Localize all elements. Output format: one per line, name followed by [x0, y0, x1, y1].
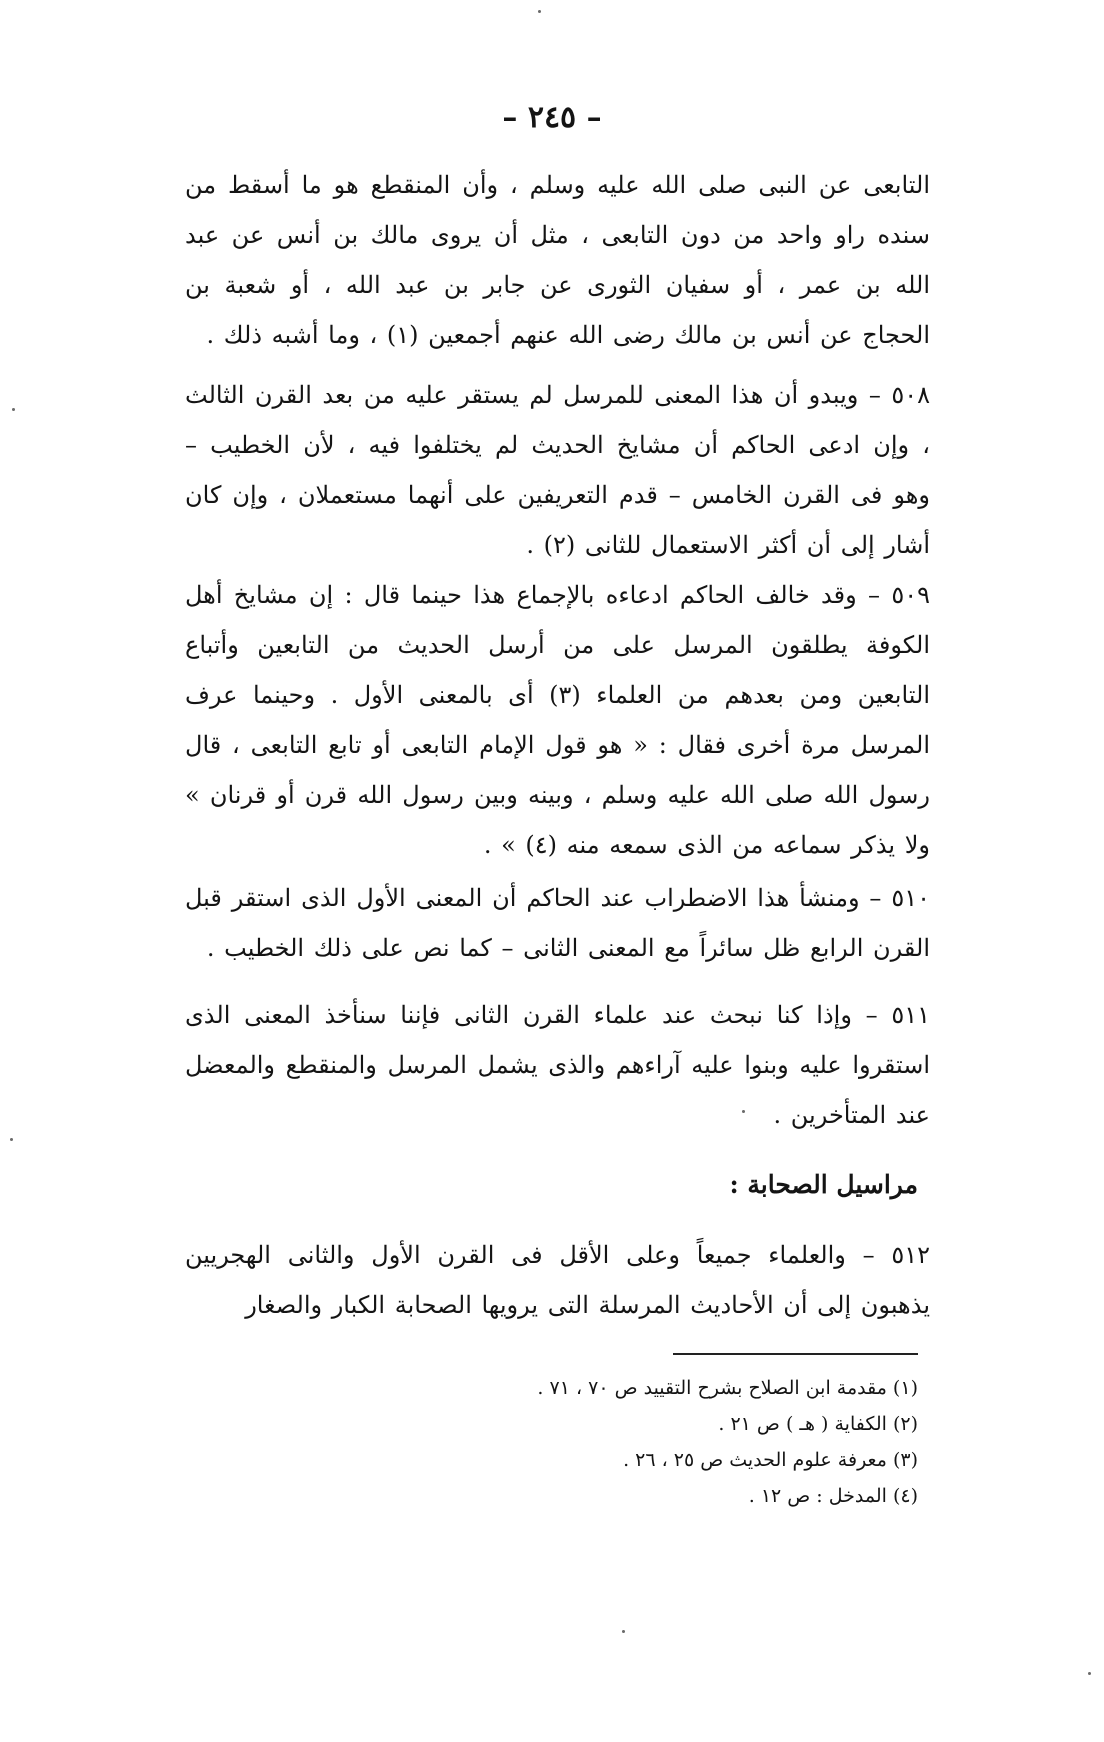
scan-speck	[12, 408, 15, 411]
paragraph-text: ٥٠٩ – وقد خالف الحاكم ادعاءه بالإجماع هذا حينما قال : إن مشايخ أهل الكوفة يطلقون المرسل على من أرسل الحديث من التابعين وأتباع التابعين ومن بعدهم من العلماء (٣) أى بالمعنى الأول . وحينما عرف المرسل مرة أخرى فقال : « هو قول الإمام التابعى أو تابع التابعى ، قال رسول الله صلى الله عليه وسلم ، وبينه وبين رسول الله قرن أو قرنان » ولا يذكر سماعه من الذى سمعه منه (٤) » .	[185, 581, 930, 859]
section-heading: مراسيل الصحابة :	[729, 1170, 918, 1199]
paragraph-text: ٥١١ – وإذا كنا نبحث عند علماء القرن الثانى فإننا سنأخذ المعنى الذى استقروا عليه وبنوا عليه آراءهم والذى يشمل المرسل والمنقطع والمعضل عند المتأخرين .	[185, 1001, 930, 1129]
paragraph-510	[185, 873, 930, 973]
scan-speck	[538, 10, 541, 13]
scan-speck	[742, 1110, 745, 1113]
paragraph-511	[185, 990, 930, 1140]
paragraph-continuation	[185, 160, 930, 360]
footnote-3: (٣) معرفة علوم الحديث ص ٢٥ ، ٢٦ .	[623, 1449, 918, 1471]
footnote-2: (٢) الكفاية ( هـ ) ص ٢١ .	[718, 1413, 918, 1435]
scan-speck	[10, 1138, 13, 1141]
footnote-4: (٤) المدخل : ص ١٢ .	[748, 1485, 918, 1507]
footnotes	[318, 1370, 918, 1514]
paragraph-508	[185, 370, 930, 570]
scan-speck	[1088, 1672, 1091, 1675]
paragraph-text: ٥٠٨ – ويبدو أن هذا المعنى للمرسل لم يستقر عليه من بعد القرن الثالث ، وإن ادعى الحاكم أن مشايخ الحديث لم يختلفوا فيه ، لأن الخطيب – وهو فى القرن الخامس – قدم التعريفين على أنهما مستعملان ، وإن كان أشار إلى أن أكثر الاستعمال للثانى (٢) .	[185, 381, 930, 559]
footnote-divider	[673, 1353, 918, 1355]
paragraph-text: ٥١٢ – والعلماء جميعاً وعلى الأقل فى القرن الأول والثانى الهجريين يذهبون إلى أن الأحاديث المرسلة التى يرويها الصحابة الكبار والصغار	[185, 1241, 931, 1319]
page-number: – ٢٤٥ –	[502, 100, 602, 135]
paragraph-text: التابعى عن النبى صلى الله عليه وسلم ، وأن المنقطع هو ما أسقط من سنده راو واحد من دون التابعى ، مثل أن يروى مالك بن أنس عن عبد الله بن عمر ، أو سفيان الثورى عن جابر بن عبد الله ، أو شعبة بن الحجاج عن أنس بن مالك رضى الله عنهم أجمعين (١) ، وما أشبه ذلك .	[185, 171, 930, 349]
paragraph-512	[185, 1230, 930, 1330]
paragraph-509	[185, 570, 930, 870]
footnote-1: (١) مقدمة ابن الصلاح بشرح التقييد ص ٧٠ ، ٧١ .	[537, 1377, 918, 1399]
scan-speck	[622, 1630, 625, 1633]
paragraph-text: ٥١٠ – ومنشأ هذا الاضطراب عند الحاكم أن المعنى الأول الذى استقر قبل القرن الرابع ظل سائراً مع المعنى الثانى – كما نص على ذلك الخطيب .	[185, 884, 930, 962]
